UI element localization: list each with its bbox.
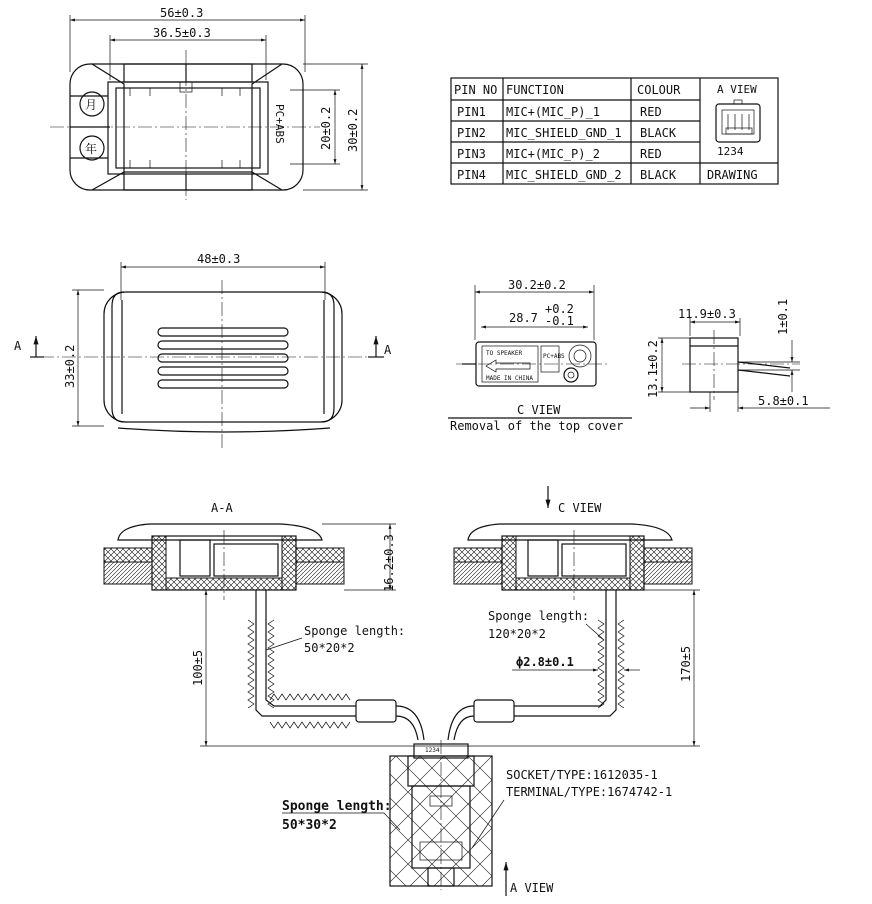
drawing-label: DRAWING xyxy=(707,168,758,182)
function-cell: MIC_SHIELD_GND_1 xyxy=(506,126,622,140)
sponge-connector-value: 50*30*2 xyxy=(282,818,337,833)
pin-table xyxy=(451,78,778,184)
dim-front-width: 48±0.3 xyxy=(197,252,241,266)
section-mark-right: A xyxy=(384,343,392,357)
cable-diameter: ϕ2.8±0.1 xyxy=(516,655,574,669)
dim-top-h-inner: 20±0.2 xyxy=(319,106,333,150)
c-view-title: C VIEW xyxy=(517,403,561,417)
month-mark: 月 xyxy=(85,98,98,112)
header-function: FUNCTION xyxy=(506,83,564,97)
section-a-a-label: A-A xyxy=(211,501,233,515)
header-pin-no: PIN NO xyxy=(454,83,498,97)
pin-cell: PIN2 xyxy=(457,126,486,140)
dim-top-inner: 36.5±0.3 xyxy=(153,26,211,40)
pin-cell: PIN3 xyxy=(457,147,486,161)
side-view xyxy=(646,299,830,412)
sponge-right-label: Sponge length: xyxy=(488,609,590,623)
dim-side-width: 11.9±0.3 xyxy=(678,307,736,321)
function-cell: MIC+(MIC_P)_2 xyxy=(506,147,600,161)
dim-assembly-height: 16.2±0.3 xyxy=(382,534,396,592)
dim-c-outer: 30.2±0.2 xyxy=(508,278,566,292)
sponge-left-value: 50*20*2 xyxy=(304,641,355,655)
c-material-mark: PC+ABS xyxy=(543,353,565,360)
dim-front-height: 33±0.2 xyxy=(63,344,77,388)
pin-cell: PIN1 xyxy=(457,105,486,119)
right-speaker-section xyxy=(448,524,692,740)
c-view xyxy=(448,278,632,433)
dim-side-cable: 5.8±0.1 xyxy=(758,394,809,408)
a-view-label: A VIEW xyxy=(510,881,554,895)
sponge-right-value: 120*20*2 xyxy=(488,627,546,641)
assembly-view xyxy=(104,486,700,896)
material-mark: PC+ABS xyxy=(273,104,286,144)
socket-type: SOCKET/TYPE:1612035-1 xyxy=(506,768,658,782)
pin-cell: PIN4 xyxy=(457,168,486,182)
sponge-left-label: Sponge length: xyxy=(304,624,406,638)
terminal-type: TERMINAL/TYPE:1674742-1 xyxy=(506,785,673,799)
connector-pins: 1234 xyxy=(425,747,440,754)
dim-c-inner: 28.7 xyxy=(509,311,538,325)
dim-side-height: 13.1±0.2 xyxy=(646,340,660,398)
year-mark: 年 xyxy=(85,142,98,156)
dim-top-h-outer: 30±0.2 xyxy=(346,108,360,152)
dim-right-length: 170±5 xyxy=(679,645,693,682)
colour-cell: RED xyxy=(640,105,662,119)
colour-cell: RED xyxy=(640,147,662,161)
connector-body xyxy=(390,740,492,890)
top-view xyxy=(50,6,368,200)
to-speaker-label: TO SPEAKER xyxy=(486,350,523,357)
connector-a-view-icon xyxy=(716,100,760,142)
function-cell: MIC_SHIELD_GND_2 xyxy=(506,168,622,182)
colour-cell: BLACK xyxy=(640,126,677,140)
dim-left-length: 100±5 xyxy=(191,649,205,686)
c-view-arrow-label: C VIEW xyxy=(558,501,602,515)
colour-cell: BLACK xyxy=(640,168,677,182)
sponge-connector-label: Sponge length: xyxy=(282,799,392,814)
dim-side-gap: 1±0.1 xyxy=(776,298,790,335)
function-cell: MIC+(MIC_P)_1 xyxy=(506,105,600,119)
front-view xyxy=(14,252,392,450)
header-a-view: A VIEW xyxy=(717,83,757,96)
dim-top-width: 56±0.3 xyxy=(160,6,204,20)
dim-c-tol-plus: +0.2 xyxy=(545,302,574,316)
made-in-label: MADE IN CHINA xyxy=(486,375,533,382)
header-colour: COLOUR xyxy=(637,83,681,97)
pin-numbers: 1234 xyxy=(717,145,744,158)
c-view-subtitle: Removal of the top cover xyxy=(450,419,624,433)
dim-c-tol-minus: -0.1 xyxy=(545,314,574,328)
section-mark-left: A xyxy=(14,339,22,353)
